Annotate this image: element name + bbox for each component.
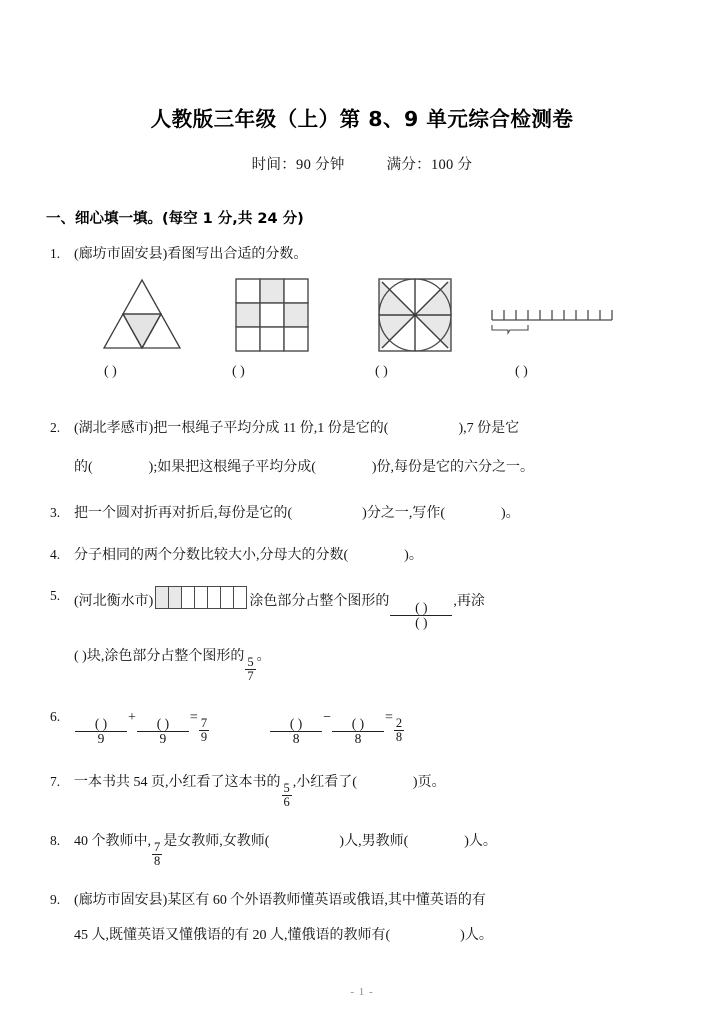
fraction-denominator: 8 [270,731,322,746]
fraction-denominator[interactable]: ( ) [390,615,452,630]
question-6-expression-1 [74,709,210,746]
question-1-number: 1. [50,246,61,261]
question-5-text-b: 涂色部分占整个图形的 [249,594,390,610]
answer-blank-3[interactable]: ( ) [375,363,388,379]
fraction-numerator[interactable]: ( ) [156,716,170,731]
q6-e1-result [199,717,209,744]
section-heading-fill-in-blanks: 一、细心填一填。(每空 1 分,共 24 分) [46,211,304,227]
total-score-label: 满分：100 分 [386,157,473,173]
question-8 [0,809,724,868]
fraction-numerator: 7 [200,716,208,731]
question-1-answer-blanks [0,364,724,390]
question-3 [0,479,724,525]
question-2-text-d: );如果把这根绳子平均分成( [148,460,316,476]
question-5-fraction-five-sevenths [245,656,255,683]
question-3-text-b: )分之一,写作( [362,506,445,522]
question-9-text-a: 45 人,既懂英语又懂俄语的有 20 人,懂俄语的教师有( [74,928,391,944]
question-2-number: 2. [50,419,61,435]
question-1-text: (廊坊市固安县)看图写出合适的分数。 [74,247,308,262]
question-5-text-a: (河北衡水市) [74,594,154,610]
question-7-number: 7. [50,773,61,789]
question-6 [0,683,724,746]
question-2-text-e: )份,每份是它的六分之一。 [371,460,535,476]
time-limit-label: 时间：90 分钟 [251,157,345,173]
question-3-text-c: )。 [501,506,520,522]
fraction-numerator: 2 [395,716,403,731]
question-9-line-1: (廊坊市固安县)某区有 60 个外语教师懂英语或俄语,其中懂英语的有 [74,892,486,908]
question-2-text-c: 的( [74,460,93,476]
fraction-denominator: 9 [75,731,127,746]
answer-blank-2[interactable]: ( ) [232,363,245,379]
question-7-text-b: ,小红看了( [292,774,357,790]
fraction-numerator: 5 [283,781,290,796]
question-5-text-d[interactable]: ( )块,涂色部分占整个图形的 [74,648,245,664]
question-3-number: 3. [50,505,61,521]
question-8-text-c: )人,男教师( [339,833,409,849]
q6-e1-term-1[interactable] [75,717,127,746]
question-1 [0,228,724,266]
q6-e2-term-2[interactable] [332,717,384,746]
number-line-figure [487,304,617,345]
question-2 [0,390,724,479]
q6-e2-equals: = [384,709,393,725]
fraction-numerator[interactable]: ( ) [289,716,303,731]
question-2-text-b: ),7 份是它 [458,420,520,436]
fraction-denominator: 6 [283,794,290,809]
question-9-number: 9. [50,891,61,907]
fraction-denominator: 9 [200,730,208,745]
question-9-line-2 [74,911,676,947]
question-8-fraction-seven-eighths [152,841,162,868]
fraction-denominator: 8 [332,731,384,746]
strip-7-cells-2-shaded-figure [155,586,247,609]
question-7-text-a: 一本书共 54 页,小红看了这本书的 [74,774,281,790]
exam-meta [0,132,724,174]
question-6-expression-2 [269,709,405,746]
question-1-figures [0,272,724,364]
question-5-answer-fraction[interactable] [390,601,452,630]
q6-e2-result [394,717,404,744]
grid-3x3-figure [233,276,311,359]
page-title: 人教版三年级（上）第 8、9 单元综合检测卷 [150,107,574,131]
question-5-line-1 [74,586,676,630]
question-7-fraction-five-sixths [282,782,292,809]
question-9-text-b: )人。 [460,928,493,944]
circle-eight-sectors-figure [376,276,454,359]
fraction-numerator[interactable]: ( ) [94,716,108,731]
question-4 [0,525,724,567]
question-8-text-d: )人。 [464,833,497,849]
fraction-numerator[interactable]: ( ) [415,600,428,616]
q6-e1-operator: + [128,709,136,725]
question-6-number: 6. [50,708,61,724]
question-8-text-b: 是女教师,女教师( [163,833,270,849]
question-5-line-2 [74,630,676,683]
question-5-number: 5. [50,588,61,604]
question-9 [0,868,724,947]
page-footer: - 1 - [350,986,374,998]
answer-blank-1[interactable]: ( ) [104,363,117,379]
question-5-text-e: 。 [256,648,271,664]
fraction-numerator: 7 [154,840,161,855]
q6-e1-term-2[interactable] [137,717,189,746]
fraction-denominator: 8 [154,853,161,868]
fraction-numerator[interactable]: ( ) [351,716,365,731]
triangle-quarter-shaded-figure [100,276,184,357]
question-3-text-a: 把一个圆对折再对折后,每份是它的( [74,506,293,522]
answer-blank-4[interactable]: ( ) [515,363,528,379]
question-8-text-a: 40 个教师中, [74,833,151,849]
question-2-line-2 [74,439,676,479]
fraction-denominator: 8 [395,730,403,745]
fraction-numerator: 5 [247,655,254,670]
question-7-text-c: )页。 [412,774,446,790]
question-2-text-a: (湖北孝感市)把一根绳子平均分成 11 份,1 份是它的( [74,420,389,436]
fraction-denominator: 9 [137,731,189,746]
question-5 [0,566,724,683]
question-8-number: 8. [50,832,61,848]
fraction-denominator: 7 [247,669,254,684]
question-4-text-b: )。 [404,547,423,563]
question-7 [0,746,724,809]
question-2-line-1 [74,418,676,440]
q6-e2-operator: − [323,709,331,725]
q6-e2-term-1[interactable] [270,717,322,746]
question-5-text-c: ,再涂 [453,594,485,610]
question-4-number: 4. [50,546,61,562]
q6-e1-equals: = [189,709,198,725]
question-4-text-a: 分子相同的两个分数比较大小,分母大的分数( [74,547,349,563]
